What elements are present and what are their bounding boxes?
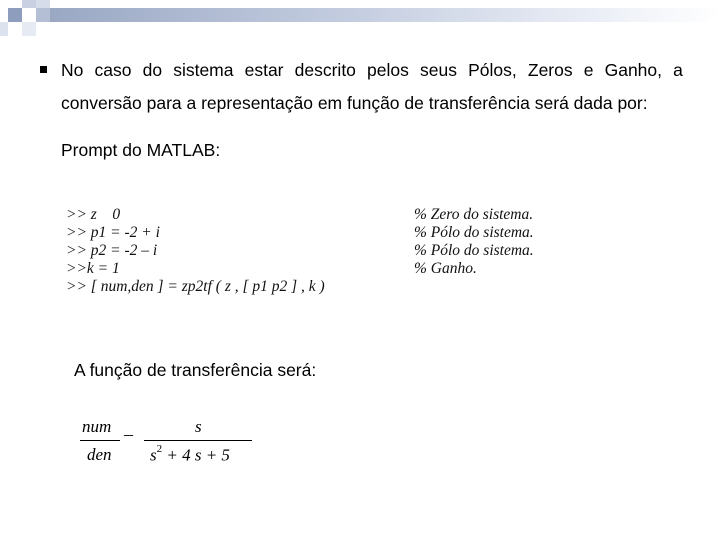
bullet-square xyxy=(40,66,47,73)
den-exponent: 2 xyxy=(156,443,163,455)
den-rest: + 4 s + 5 xyxy=(162,445,230,465)
paragraph-line-2: conversão para a representação em função de transferência será dada por: xyxy=(61,93,648,113)
word: Ganho, xyxy=(604,60,662,80)
matlab-code-block xyxy=(66,206,325,296)
word: caso xyxy=(94,60,132,80)
lhs-fraction-bar xyxy=(80,440,120,441)
deco-square xyxy=(22,0,36,8)
word: sistema xyxy=(173,60,234,80)
slide-decoration xyxy=(0,0,720,36)
code-line: >>k = 1 xyxy=(66,260,120,277)
word: pelos xyxy=(367,60,409,80)
code-line: >> [ num,den ] = zp2tf ( z , [ p1 p2 ] , k ) xyxy=(66,278,325,295)
rhs-denominator xyxy=(150,445,230,466)
code-line: >> p1 = -2 + i xyxy=(66,224,160,241)
comment-line: % Zero do sistema. xyxy=(414,206,534,223)
rhs-numerator: s xyxy=(195,417,202,436)
deco-square xyxy=(22,22,36,36)
word: Zeros xyxy=(527,60,573,80)
word: a xyxy=(673,60,683,80)
deco-square xyxy=(0,22,8,36)
lhs-denominator: den xyxy=(87,445,112,464)
code-line: >> z 0 xyxy=(66,206,121,223)
lhs-numerator: num xyxy=(82,417,112,436)
word: descrito xyxy=(294,60,356,80)
comment-line: % Pólo do sistema. xyxy=(414,224,534,241)
word: Pólos, xyxy=(468,60,517,80)
rhs-fraction-bar xyxy=(144,440,252,441)
den-s: s xyxy=(150,445,157,465)
header-bar xyxy=(50,8,720,22)
word: seus xyxy=(420,60,457,80)
word: do xyxy=(142,60,163,80)
matlab-comments-block xyxy=(414,206,534,278)
code-line: >> p2 = -2 – i xyxy=(66,242,158,259)
comment-line: % Ganho. xyxy=(414,260,477,277)
prompt-label: Prompt do MATLAB: xyxy=(61,140,221,160)
equation-operator: – xyxy=(124,424,133,444)
deco-square xyxy=(36,0,50,8)
deco-square xyxy=(8,8,22,22)
word: No xyxy=(61,60,84,80)
paragraph-line-1 xyxy=(61,60,683,81)
comment-line: % Pólo do sistema. xyxy=(414,242,534,259)
word: e xyxy=(583,60,594,80)
word: estar xyxy=(244,60,284,80)
deco-square xyxy=(36,8,50,22)
transfer-function-label: A função de transferência será: xyxy=(74,360,317,380)
